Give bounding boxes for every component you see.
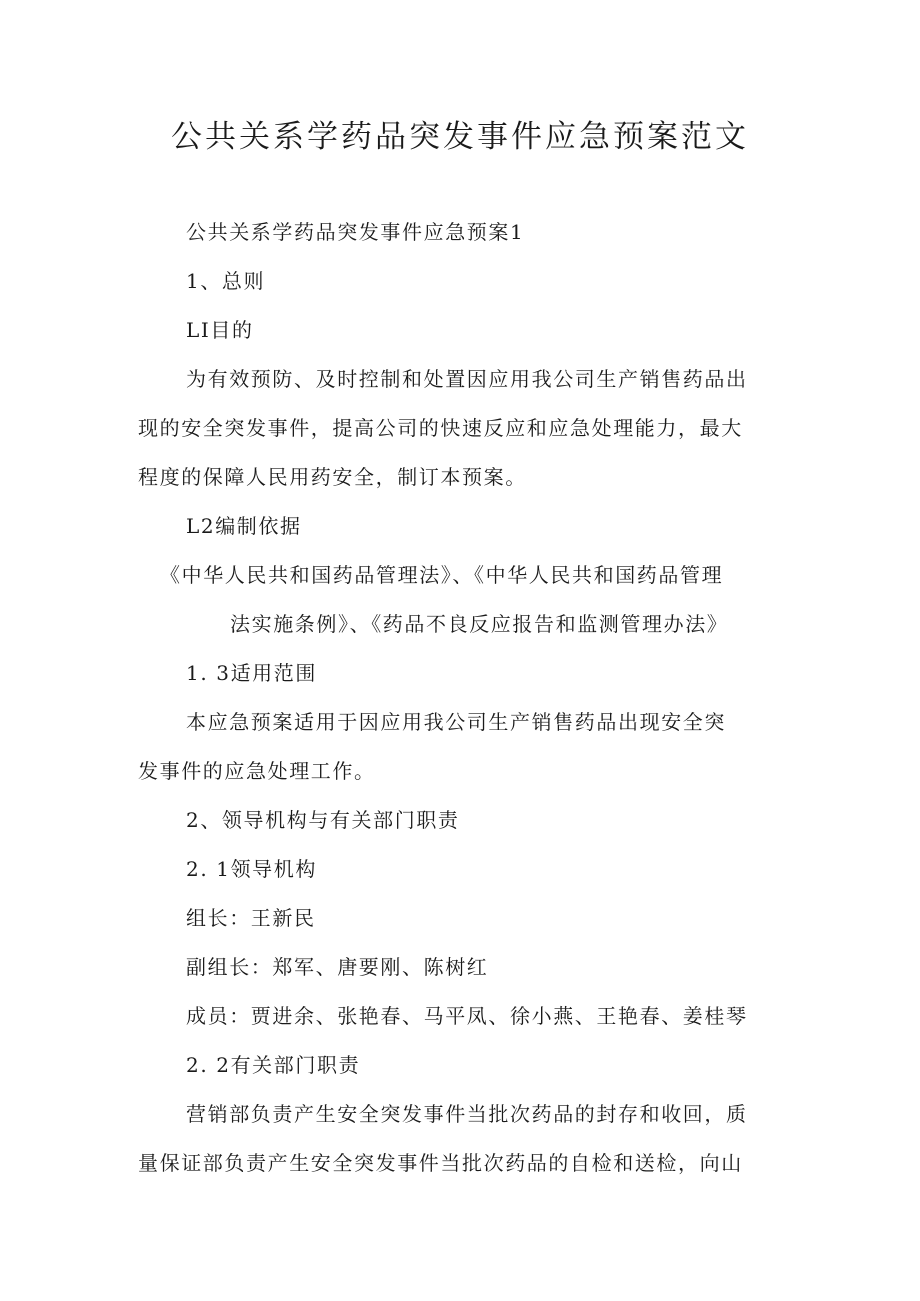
document-title: 公共关系学药品突发事件应急预案范文 <box>171 119 749 155</box>
subsection-heading: 1. 3适用范围 <box>186 661 317 685</box>
paragraph-line: 成员：贾进余、张艳春、马平凤、徐小燕、王艳春、姜桂琴 <box>186 1004 748 1028</box>
section-heading: 公共关系学药品突发事件应急预案1 <box>186 220 525 244</box>
subsection-heading: LI目的 <box>186 318 254 342</box>
paragraph-line: 程度的保障人民用药安全，制订本预案。 <box>138 465 527 489</box>
subsection-heading: 2. 2有关部门职责 <box>186 1053 361 1077</box>
paragraph-line: 现的安全突发事件，提高公司的快速反应和应急处理能力，最大 <box>138 416 743 440</box>
paragraph-line: 副组长：郑军、唐要刚、陈树红 <box>186 955 489 979</box>
subsection-heading: L2编制依据 <box>186 514 302 538</box>
subsection-heading: 2. 1领导机构 <box>186 857 317 881</box>
paragraph-line: 发事件的应急处理工作。 <box>138 759 376 783</box>
paragraph-line: 法实施条例》、《药品不良反应报告和监测管理办法》 <box>230 612 729 636</box>
paragraph-line: 组长：王新民 <box>186 906 316 930</box>
paragraph-line: 本应急预案适用于因应用我公司生产销售药品出现安全突 <box>186 710 726 734</box>
paragraph-line: 为有效预防、及时控制和处置因应用我公司生产销售药品出 <box>186 367 748 391</box>
paragraph-line: 《中华人民共和国药品管理法》、《中华人民共和国药品管理 <box>160 563 724 587</box>
paragraph-line: 量保证部负责产生安全突发事件当批次药品的自检和送检，向山 <box>138 1151 743 1175</box>
paragraph-line: 营销部负责产生安全突发事件当批次药品的封存和收回，质 <box>186 1102 748 1126</box>
section-heading: 1、总则 <box>186 269 266 293</box>
section-heading: 2、领导机构与有关部门职责 <box>186 808 460 832</box>
